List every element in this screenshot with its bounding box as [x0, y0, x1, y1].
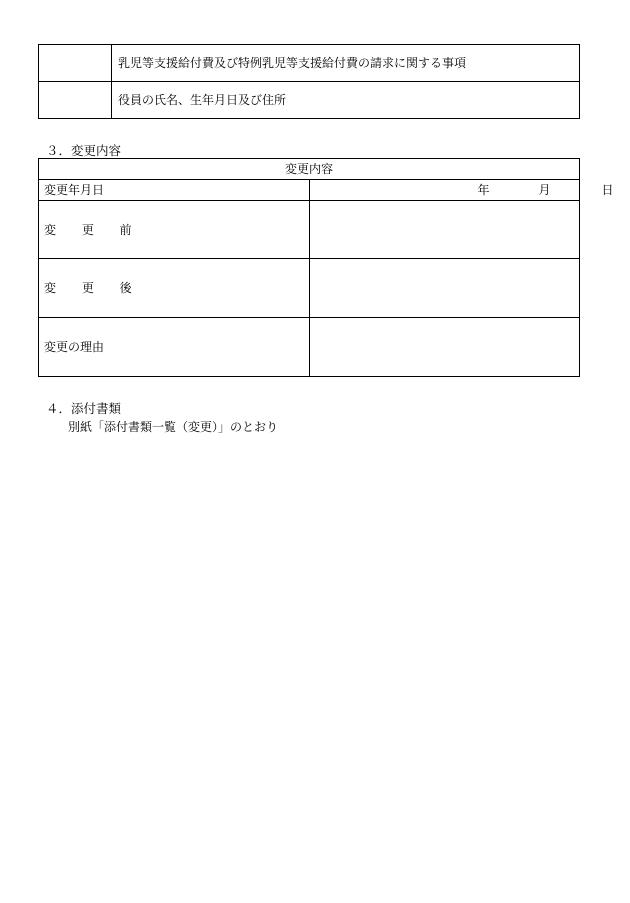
table-row	[39, 259, 580, 318]
item-cell: 役員の氏名、生年月日及び住所	[112, 82, 580, 119]
section3-heading: ３．変更内容	[46, 143, 122, 158]
table-row	[39, 180, 580, 201]
table-row	[39, 201, 580, 259]
before-label: 変 更 前	[39, 201, 310, 259]
table-row	[39, 159, 580, 180]
empty-cell	[39, 45, 112, 82]
attachment-note: 別紙「添付書類一覧（変更）」のとおり	[68, 420, 279, 434]
date-day: 日	[601, 183, 614, 197]
section4-heading: ４．添付書類	[46, 401, 122, 416]
date-month: 月	[538, 183, 551, 197]
table-header: 変更内容	[39, 159, 580, 180]
date-label: 変更年月日	[39, 180, 310, 201]
date-year: 年	[477, 183, 490, 197]
before-cell	[309, 201, 580, 259]
empty-cell	[39, 82, 112, 119]
date-cell	[309, 180, 614, 201]
reason-label: 変更の理由	[39, 318, 310, 377]
after-label: 変 更 後	[39, 259, 310, 318]
top-items-table	[38, 44, 580, 119]
table-row	[39, 318, 580, 377]
after-cell	[309, 259, 580, 318]
table-row	[39, 82, 580, 119]
reason-cell	[309, 318, 580, 377]
item-cell: 乳児等支援給付費及び特例乳児等支援給付費の請求に関する事項	[112, 45, 580, 82]
table-row	[39, 45, 580, 82]
change-table	[38, 158, 614, 377]
